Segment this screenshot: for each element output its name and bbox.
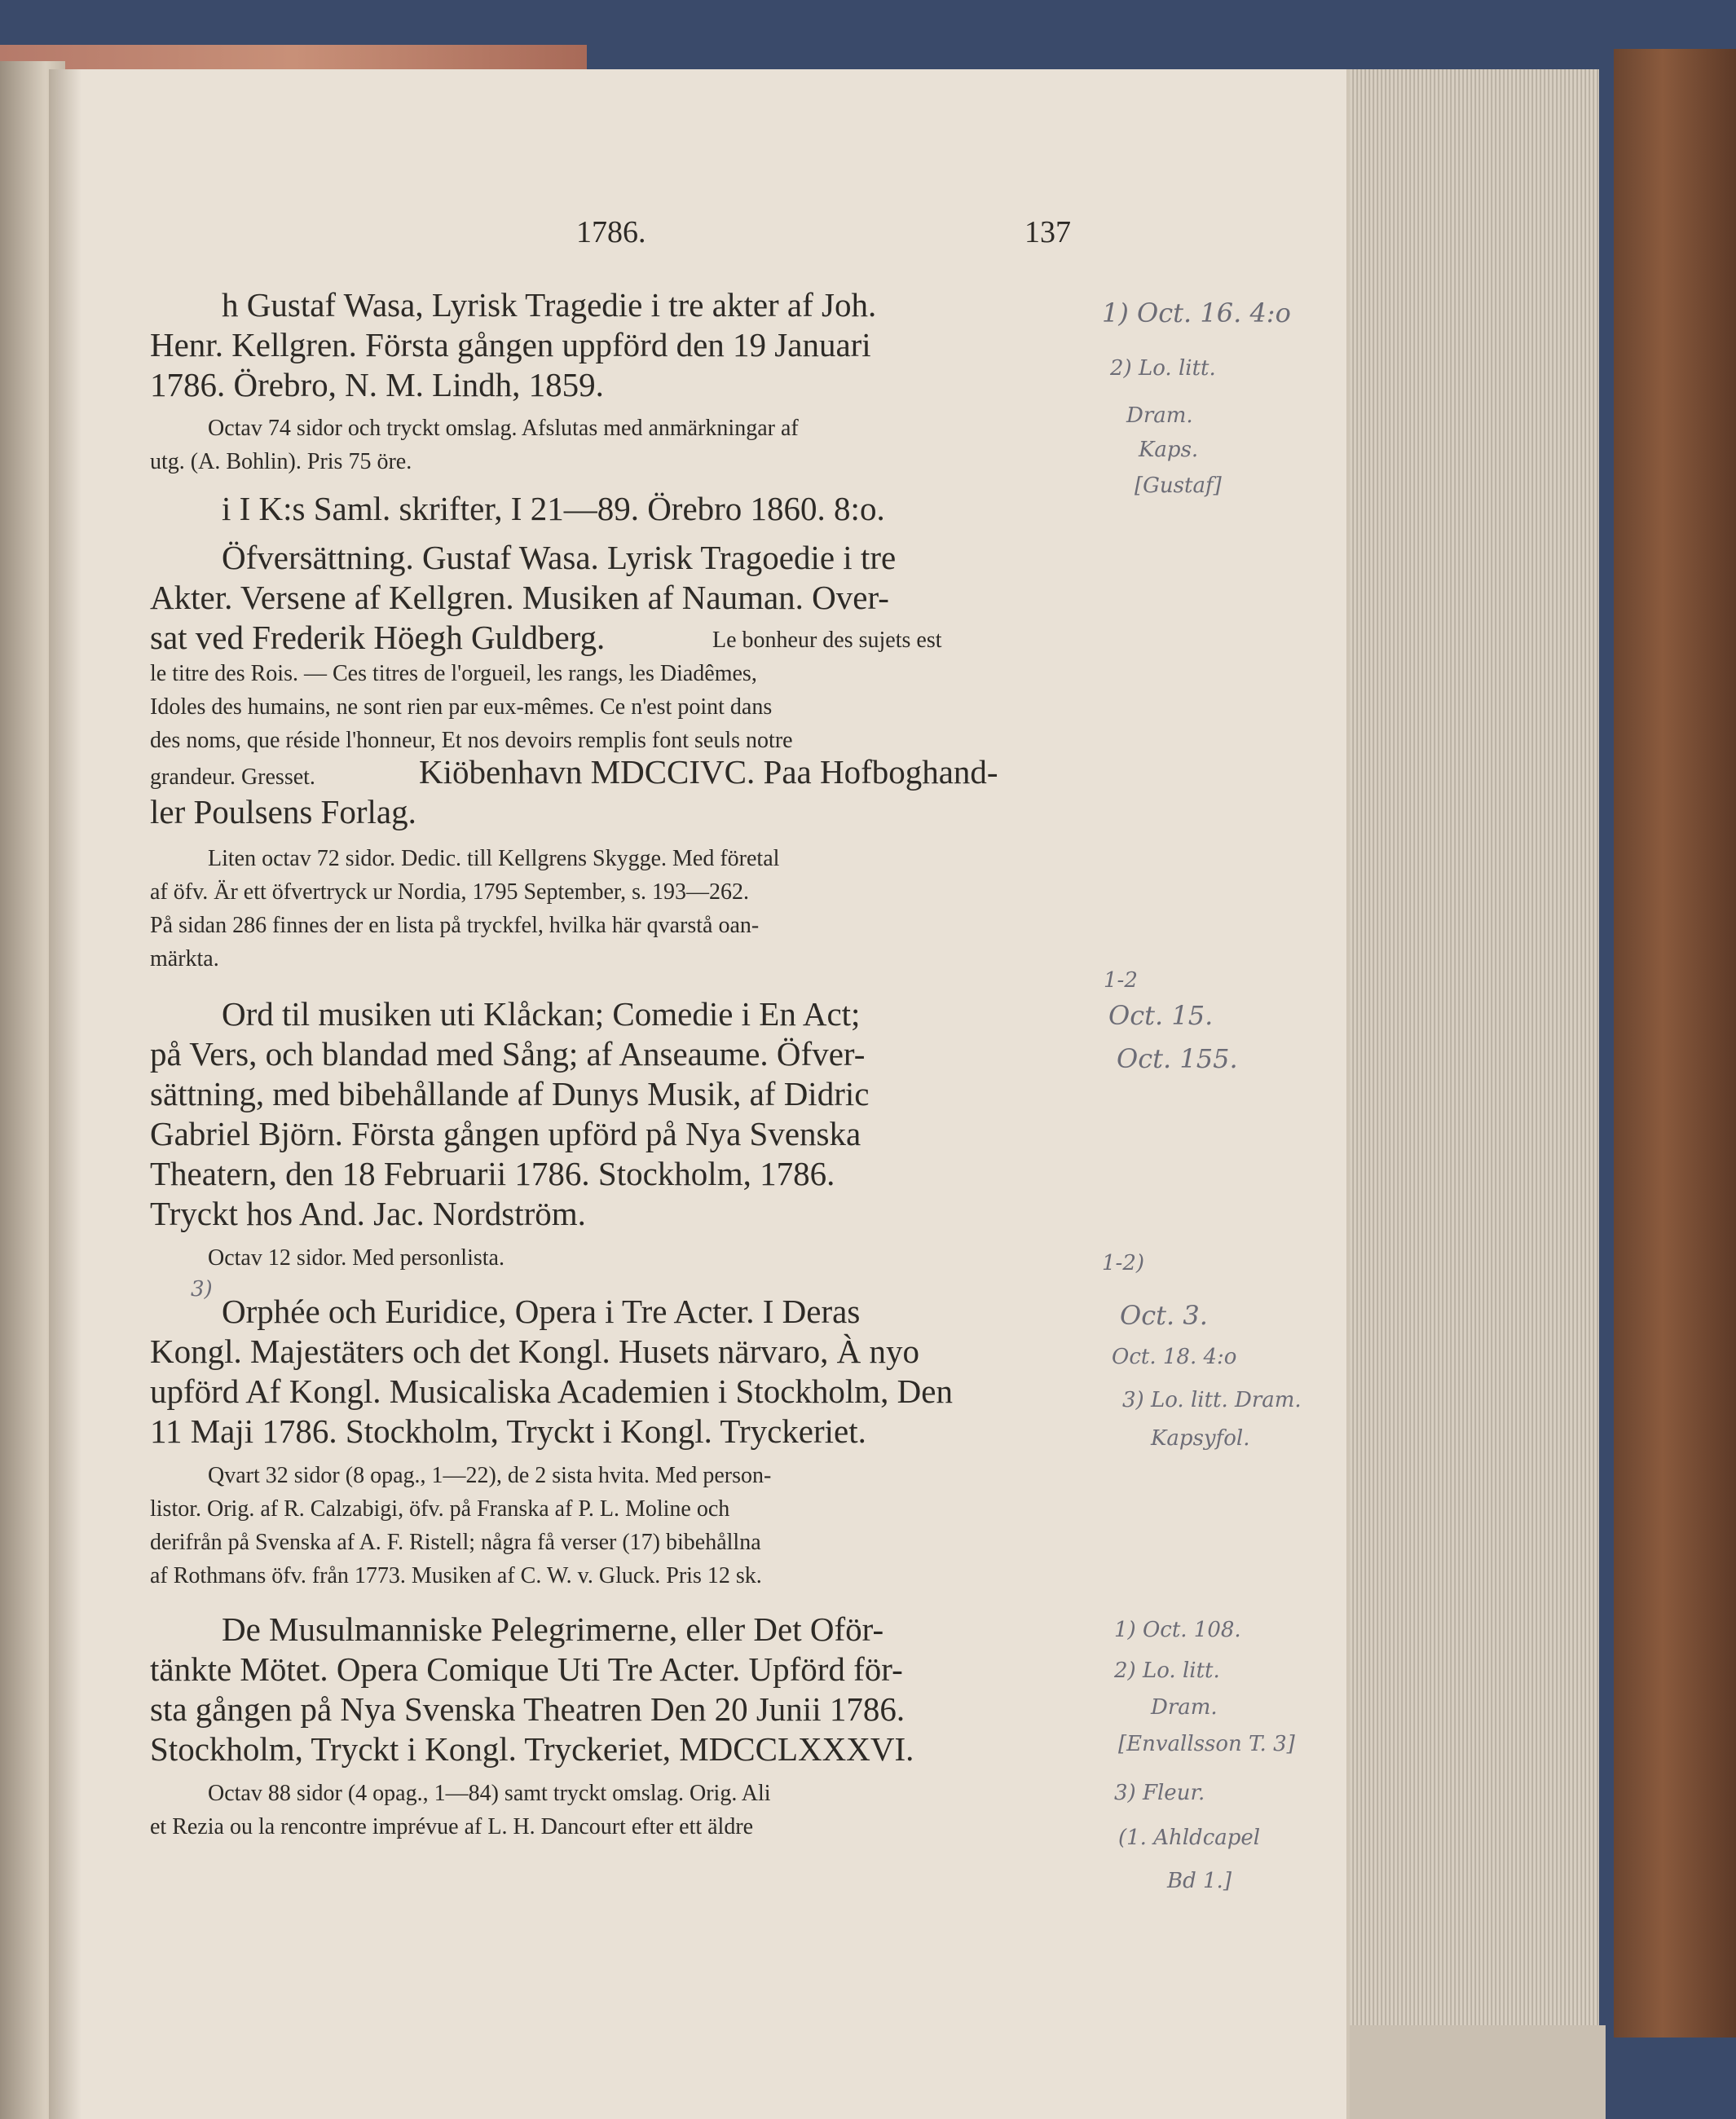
entry-line: Gabriel Björn. Första gången upförd på Nya Svenska — [150, 1115, 861, 1152]
entry-note: Octav 12 sidor. Med personlista. — [208, 1245, 504, 1271]
entry-line: Ord til musiken uti Klåckan; Comedie i En Act; — [222, 995, 861, 1033]
page-gutter-shadow — [49, 69, 82, 2119]
entry-line: Orphée och Euridice, Opera i Tre Acter. I Deras — [222, 1293, 861, 1330]
entry-note: et Rezia ou la rencontre imprévue af L. H. Dancourt efter ett äldre — [150, 1814, 754, 1839]
quote-line: Idoles des humains, ne sont rien par eux-mêmes. Ce n'est point dans — [150, 694, 773, 720]
page-stack-edges — [1346, 69, 1599, 2033]
entry-line: Kongl. Majestäters och det Kongl. Husets närvaro, À nyo — [150, 1333, 919, 1370]
book-page — [51, 69, 1350, 2119]
entry-note: Octav 74 sidor och tryckt omslag. Afslutas med anmärkningar af — [208, 416, 799, 441]
entry-line: upförd Af Kongl. Musicaliska Academien i Stockholm, Den — [150, 1372, 953, 1410]
quote-line: des noms, que réside l'honneur, Et nos devoirs remplis font seuls notre — [150, 728, 793, 753]
entry-note: märkta. — [150, 946, 219, 971]
annotation: [Gustaf] — [1135, 474, 1222, 498]
entry-note: Octav 88 sidor (4 opag., 1—84) samt tryckt omslag. Orig. Ali — [208, 1781, 771, 1806]
entry-note: utg. (A. Bohlin). Pris 75 öre. — [150, 449, 412, 474]
annotation: 3) Lo. litt. Dram. — [1122, 1388, 1302, 1412]
annotation: 3) Fleur. — [1114, 1781, 1205, 1805]
entry-note: listor. Orig. af R. Calzabigi, öfv. på Franska af P. L. Moline och — [150, 1496, 730, 1522]
annotation: 1-2 — [1104, 968, 1138, 993]
entry-line: Tryckt hos And. Jac. Nordström. — [150, 1195, 586, 1232]
annotation: [Envallsson T. 3] — [1118, 1732, 1295, 1756]
entry-line: sta gången på Nya Svenska Theatren Den 20 Junii 1786. — [150, 1690, 905, 1728]
entry-line: sättning, med bibehållande af Dunys Musik, af Didric — [150, 1075, 870, 1112]
imprint-line: ler Poulsens Forlag. — [150, 793, 416, 830]
annotation: 2) Lo. litt. — [1114, 1659, 1220, 1683]
imprint-line: Kiöbenhavn MDCCIVC. Paa Hofboghand- — [419, 753, 998, 791]
entry-line: 1786. Örebro, N. M. Lindh, 1859. — [150, 366, 604, 403]
annotation: 3) — [191, 1277, 213, 1302]
entry-line: tänkte Mötet. Opera Comique Uti Tre Acter. Upförd för- — [150, 1650, 903, 1688]
entry-line: 11 Maji 1786. Stockholm, Tryckt i Kongl. Tryckeriet. — [150, 1412, 866, 1450]
entry-note: derifrån på Svenska af A. F. Ristell; några få verser (17) bibehållna — [150, 1530, 761, 1555]
entry-note: På sidan 286 finnes der en lista på tryckfel, hvilka här qvarstå oan- — [150, 913, 760, 938]
entry-line: i I K:s Saml. skrifter, I 21—89. Örebro 1860. 8:o. — [222, 490, 885, 527]
entry-line: sat ved Frederik Höegh Guldberg. — [150, 619, 606, 656]
entry-line: Henr. Kellgren. Första gången uppförd den 19 Januari — [150, 326, 871, 363]
annotation: Oct. 15. — [1108, 1000, 1214, 1031]
entry-line: Akter. Versene af Kellgren. Musiken af Nauman. Over- — [150, 579, 889, 616]
annotation: Bd 1.] — [1167, 1869, 1232, 1893]
annotation: Kaps. — [1139, 438, 1199, 462]
quote-line: le titre des Rois. — Ces titres de l'orgueil, les rangs, les Diadêmes, — [150, 661, 757, 686]
annotation: (1. Ahldcapel — [1118, 1826, 1261, 1850]
annotation: Oct. 18. 4:o — [1112, 1345, 1237, 1369]
book-cover-edge — [1614, 49, 1736, 2037]
entry-line: Theatern, den 18 Februarii 1786. Stockholm, 1786. — [150, 1155, 835, 1192]
entry-line: på Vers, och blandad med Sång; af Anseaume. Öfver- — [150, 1035, 866, 1073]
annotation: 1-2) — [1102, 1251, 1145, 1275]
entry-note: Qvart 32 sidor (8 opag., 1—22), de 2 sista hvita. Med person- — [208, 1463, 772, 1488]
entry-note: af Rothmans öfv. från 1773. Musiken af C. W. v. Gluck. Pris 12 sk. — [150, 1563, 762, 1588]
entry-line: Stockholm, Tryckt i Kongl. Tryckeriet, MDCCLXXXVI. — [150, 1730, 914, 1768]
annotation: Dram. — [1151, 1695, 1218, 1720]
annotation: Oct. 155. — [1117, 1043, 1238, 1074]
quote-line: Le bonheur des sujets est — [712, 628, 942, 653]
annotation: Kapsyfol. — [1151, 1426, 1250, 1451]
annotation: Oct. 3. — [1120, 1300, 1208, 1331]
page-stack-bottom — [1337, 2025, 1606, 2119]
running-head-year: 1786. — [576, 215, 646, 249]
annotation: Dram. — [1126, 403, 1193, 428]
entry-line: Öfversättning. Gustaf Wasa. Lyrisk Tragoedie i tre — [222, 539, 897, 576]
annotation: 1) Oct. 108. — [1114, 1618, 1241, 1642]
entry-line: h Gustaf Wasa, Lyrisk Tragedie i tre akter af Joh. — [222, 286, 877, 324]
entry-note: af öfv. Är ett öfvertryck ur Nordia, 1795 September, s. 193—262. — [150, 879, 749, 905]
annotation: 1) Oct. 16. 4:o — [1102, 297, 1291, 328]
entry-line: De Musulmanniske Pelegrimerne, eller Det Oför- — [222, 1610, 884, 1648]
entry-note: Liten octav 72 sidor. Dedic. till Kellgrens Skygge. Med företal — [208, 846, 780, 871]
quote-line: grandeur. Gresset. — [150, 764, 315, 790]
page-number: 137 — [1024, 215, 1071, 249]
annotation: 2) Lo. litt. — [1110, 356, 1216, 381]
